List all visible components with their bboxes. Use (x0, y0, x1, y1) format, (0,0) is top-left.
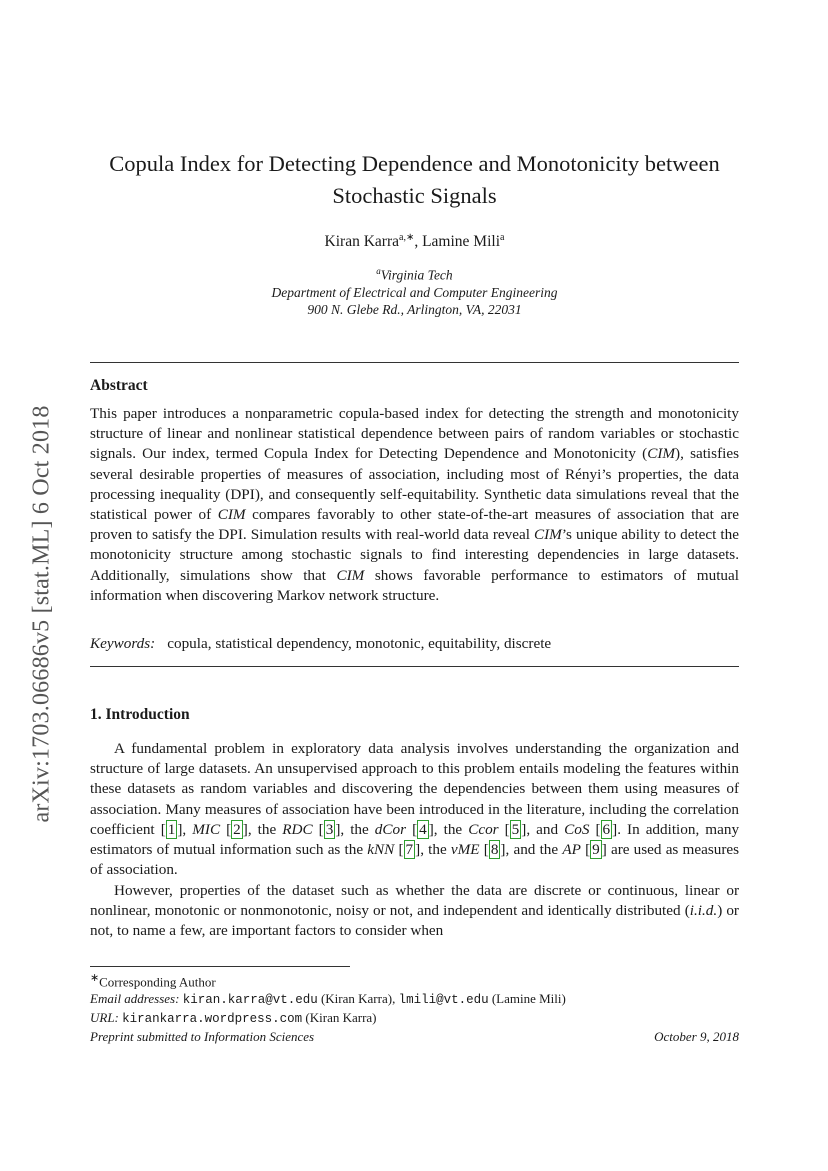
citation-link[interactable]: [ 5 ] (504, 820, 527, 838)
footnote-rule (90, 966, 350, 967)
preprint-date: October 9, 2018 (654, 1029, 739, 1044)
abstract-heading: Abstract (90, 377, 148, 394)
preprint-note: Preprint submitted to Information Sciences (90, 1029, 315, 1044)
institution: Virginia Tech (380, 267, 453, 283)
keywords (90, 635, 739, 653)
keywords-list: copula, statistical dependency, monotonic, equitability, discrete (167, 635, 552, 652)
citation-link[interactable]: [ 3 ] (318, 820, 341, 838)
citation-link[interactable]: [ 9 ] (585, 841, 607, 859)
department: Department of Electrical and Computer Engineering (271, 284, 558, 300)
citation-link[interactable]: [ 4 ] (412, 820, 434, 838)
footnotes: ∗Corresponding Author Email addresses: kiran.karra@vt.edu (Kiran Karra), lmili@vt.edu (Lamine Mili) URL: kirankarra.wordpress.com (Kiran Karra) (90, 972, 566, 1027)
affiliation (90, 263, 739, 318)
corresponding-author: Corresponding Author (99, 974, 216, 990)
paper-title: Copula Index for Detecting Dependence and Monotonicity between Stochastic Signals (109, 151, 720, 208)
email-link[interactable]: kiran.karra@vt.edu (182, 993, 318, 1008)
intro-paragraph-1: A fundamental problem in exploratory data analysis involves understanding the organization and structure of large datasets. An unsupervised approach to this problem entails modeling the features within these datasets as random variables and discovering the dependencies between them using measures of association. Many measures of association have been introduced in the literature, including the correlation coefficient [ 1 ], MIC [ 2 ], the RDC [ 3 ], the dCor [ 4 ], the Ccor [ 5 ], and CoS [ 6 ]. In addition, many estimators of mutual information such as the kNN [ 7 ], the vME [ 8 ], and the AP [ 9 ] are used as measures of association. (90, 740, 740, 879)
affil-mark: a (376, 266, 381, 276)
author-affil-mark: a (500, 232, 505, 243)
footnote-mark: ∗ (90, 972, 100, 984)
authors: Kiran Karra$^{a,∗}$, Lamine Mili$^a$ (324, 232, 505, 251)
top-rule (90, 362, 739, 363)
author-name: Lamine Mili (422, 233, 500, 251)
arxiv-id: arXiv:1703.06686v5 [stat.ML] 6 Oct 2018 (28, 405, 55, 823)
section-heading: 1. Introduction (90, 706, 190, 723)
author-name: Kiran Karra (324, 233, 399, 251)
citation-link[interactable]: [ 8 ] (483, 841, 506, 859)
email-label: Email addresses: (90, 991, 180, 1007)
email-link[interactable]: lmili@vt.edu (398, 993, 489, 1008)
author-affil-mark: a,∗ (399, 232, 415, 243)
address: 900 N. Glebe Rd., Arlington, VA, 22031 (307, 301, 522, 317)
citation-link[interactable]: [ 7 ] (398, 841, 421, 859)
abstract-text: This paper introduces a nonparametric copula-based index for detecting the strength and monotonicity structure of linear and nonlinear statistical dependence between pairs of random variables or stochastic signals. Our index, termed Copula Index for Detecting Dependence and Monotonicity (CIM), satisfies several desirable properties of measures of association, including most of Rényi’s properties, the data processing inequality (DPI), and consequently self-equitability. Synthetic data simulations reveal that the statistical power of CIM compares favorably to other state-of-the-art measures of association that are proven to satisfy the DPI. Simulation results with real-world data reveal CIM’s unique ability to detect the monotonicity structure among stochastic signals to find interesting dependencies in large datasets. Additionally, simulations show that CIM shows favorable performance to estimators of mutual information when discovering Markov network structure. (90, 405, 739, 604)
bottom-rule (90, 666, 739, 667)
intro-paragraph-2: However, properties of the dataset such as whether the data are discrete or continuous, linear or nonlinear, monotonic or nonmonotonic, noisy or not, and independent and identically distributed (i.i.d.) or not, to name a few, are important factors to consider when (90, 882, 739, 940)
citation-link[interactable]: [ 6 ] (595, 820, 618, 838)
citation-link[interactable]: [ 1 ] (160, 820, 183, 838)
keywords-label: Keywords: (90, 635, 156, 652)
citation-link[interactable]: [ 2 ] (226, 820, 248, 838)
url-link[interactable]: kirankarra.wordpress.com (122, 1012, 303, 1027)
url-label: URL: (90, 1010, 119, 1026)
arxiv-stamp (22, 368, 62, 860)
